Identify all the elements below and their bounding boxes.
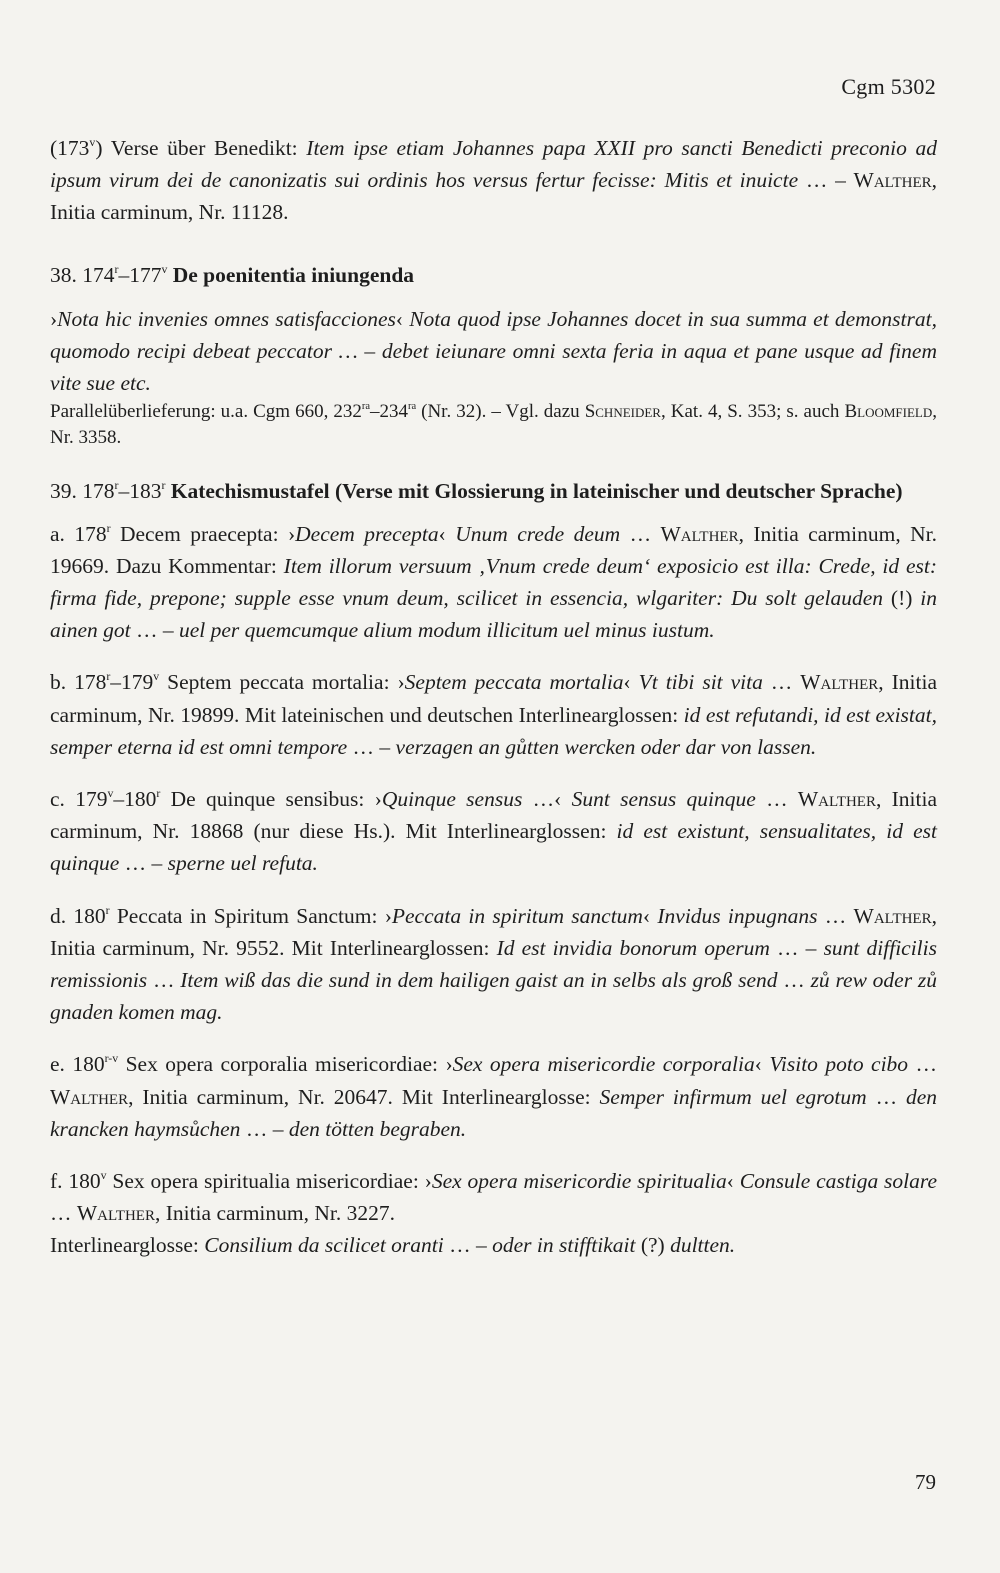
entry-lead: Septem peccata mortalia: ›	[159, 670, 405, 695]
entry-sup: r	[106, 669, 111, 684]
entry-latin: sperne uel refuta.	[167, 851, 318, 876]
entry-text: ‹	[754, 1052, 770, 1077]
entry-f	[50, 1165, 937, 1229]
entry-incipit: Septem peccata mortalia	[404, 670, 624, 695]
item-38-sup2: v	[161, 261, 168, 276]
note-part: , Kat. 4, S. 353; s. auch	[660, 401, 845, 423]
note-sup: ra	[361, 401, 370, 413]
entry-text: , Initia carminum, Nr. 19669. Dazu Kommentar:	[50, 521, 937, 578]
entry-text: …	[50, 1201, 77, 1226]
folio-ref: (173	[50, 136, 90, 160]
entry-label: e. 180	[50, 1052, 105, 1077]
entry-incipit: Peccata in spiritum sanctum	[391, 903, 643, 928]
entry-label: c. 179	[50, 787, 108, 812]
entry-lead: Sex opera spiritualia misericordiae: ›	[106, 1169, 432, 1194]
entry-sup: v	[153, 669, 160, 684]
entry-lead: De quinque sensibus: ›	[160, 787, 382, 812]
item-38-note	[50, 399, 937, 451]
entry-label: a. 178	[50, 521, 107, 546]
author-name: Walther	[76, 1201, 155, 1226]
entry-sup: r	[156, 786, 161, 801]
author-name: Walther	[797, 787, 876, 812]
entry-lead: Peccata in Spiritum Sanctum: ›	[109, 903, 392, 928]
entry-text: , Initia carminum, Nr. 9552. Mit Interlinearglossen:	[50, 903, 937, 960]
entry-text: …	[908, 1052, 937, 1077]
lead-text: Verse über Benedikt:	[102, 136, 307, 160]
author-name: Bloomfield	[844, 401, 933, 423]
entry-text: ‹	[726, 1169, 740, 1194]
entry-label: –180	[113, 787, 157, 812]
entry-d	[50, 900, 937, 1029]
entry-text: , Initia carminum, Nr. 19899. Mit lateinischen und deutschen Interlinearglossen:	[50, 670, 937, 727]
item-38-incipit: Nota hic invenies omnes satisfacciones	[57, 306, 396, 331]
entry-incipit: Sex opera misericordie corporalia	[452, 1052, 755, 1077]
entry-a	[50, 518, 937, 647]
entry-latin: Consule castiga solare	[739, 1169, 937, 1194]
entry-f-gloss	[50, 1229, 937, 1261]
item-39-sup2: r	[161, 478, 166, 493]
note-part: (Nr. 32). – Vgl. dazu	[416, 401, 585, 423]
entry-text: …	[762, 670, 801, 695]
entry-text: … –	[240, 1116, 289, 1141]
entry-sup: r	[105, 902, 110, 917]
folio-sup: v	[89, 135, 96, 150]
entry-text: ‹	[623, 670, 639, 695]
entry-text: ‹	[642, 903, 658, 928]
author-name: Walther	[853, 903, 932, 928]
paragraph-173v	[50, 132, 937, 229]
entry-text: … –	[769, 935, 824, 960]
entry-latin: id est existunt, sensualitates, id est quinque	[50, 819, 937, 876]
entry-latin: Unum crede deum	[455, 521, 621, 546]
entry-label: b. 178	[50, 670, 107, 695]
entry-label: f. 180	[50, 1169, 101, 1194]
entry-latin: den tötten begraben.	[288, 1116, 467, 1141]
item-39-sup1: r	[114, 478, 119, 493]
item-38-latin: Nota quod ipse Johannes docet in sua summa et demonstrat, quomodo recipi debeat peccator … – debet ieiunare omni sexta feria in aqua et pane usque ad finem vite sue etc.	[50, 306, 937, 396]
item-39-title: Katechismustafel (Verse mit Glossierung in lateinischer und deutscher Sprache)	[165, 479, 903, 504]
entry-sup: v	[100, 1168, 107, 1183]
note-part: –234	[370, 401, 408, 423]
entry-latin: Visito poto cibo	[769, 1052, 909, 1077]
entry-latin: den krancken haymsůchen	[50, 1084, 938, 1141]
entry-latin: Id est invidia bonorum operum	[496, 935, 770, 960]
entry-lead: Decem praecepta: ›	[110, 521, 296, 546]
item-38-text	[50, 303, 937, 400]
entry-sup: r-v	[104, 1051, 119, 1066]
entry-latin: zů rew oder zů gnaden komen mag.	[50, 968, 937, 1025]
author-name: Walther	[853, 168, 932, 193]
item-38-heading	[50, 259, 937, 291]
entry-latin: id est refutandi, id est existat, semper eterna id est omni tempore	[50, 702, 937, 759]
incipit-open: ›	[50, 306, 58, 331]
running-head: Cgm 5302	[841, 74, 936, 99]
entry-text: …	[755, 787, 798, 812]
entry-text: …‹	[522, 787, 572, 812]
author-name: Walther	[800, 670, 879, 695]
entry-lead: Sex opera corporalia misericordiae: ›	[118, 1052, 453, 1077]
entry-text: … –	[347, 734, 396, 759]
item-38-number: 38. 174	[50, 262, 115, 287]
entry-latin: oder in stifftikait	[492, 1233, 636, 1258]
entry-sup: r	[106, 520, 111, 535]
entry-text: … –	[443, 1233, 493, 1258]
author-name: Schneider	[584, 401, 661, 423]
entry-lead: Interlinearglosse:	[50, 1233, 205, 1258]
note-part: Parallelüberlieferung: u.a. Cgm 660, 232	[50, 401, 362, 423]
entry-sup: v	[107, 786, 114, 801]
entry-c	[50, 783, 937, 880]
entry-text: (!)	[883, 586, 921, 611]
entry-latin: Item illorum versuum ‚Vnum crede deum‘ exposicio est illa: Crede, id est: firma fide, prepone; supple esse vnum deum, scilicet in essencia, wlgariter: Du solt gelauden	[50, 553, 938, 611]
entry-text: …	[620, 521, 661, 546]
entry-label: d. 180	[50, 903, 106, 928]
page-number: 79	[915, 1470, 936, 1494]
item-39-number: 39. 178	[50, 479, 115, 504]
entry-incipit: Sex opera misericordie spiritualia	[431, 1169, 727, 1194]
note-sup: ra	[408, 401, 417, 413]
page-body	[50, 132, 937, 1262]
entry-latin: uel per quemcumque alium modum illicitum uel minus iustum.	[179, 618, 715, 643]
latin-quote: Item ipse etiam Johannes papa XXII pro sancti Benedicti preconio ad ipsum virum dei de canonizatis sui ordinis hos versus fertur fecisse: Mitis et inuicte	[50, 136, 937, 193]
entry-label: –179	[110, 670, 154, 695]
author-name: Walther	[660, 521, 739, 546]
entry-text: …	[147, 968, 181, 993]
entry-incipit: Quinque sensus	[381, 787, 523, 812]
entry-latin: Sunt sensus quinque	[571, 787, 756, 812]
item-39-dash: –183	[118, 479, 162, 504]
entry-text: ‹	[438, 521, 456, 546]
entry-latin: Invidus inpugnans	[657, 903, 818, 928]
entry-text: … –	[119, 851, 168, 876]
entry-text: …	[777, 968, 811, 993]
entry-latin: Vt tibi sit vita	[638, 670, 763, 695]
entry-text: , Initia carminum, Nr. 3227.	[154, 1201, 395, 1226]
entry-incipit: Decem precepta	[295, 521, 439, 546]
note-part: , Nr. 3358.	[50, 401, 937, 449]
entry-latin: Consilium da scilicet oranti	[204, 1233, 444, 1258]
entry-text: (?)	[635, 1233, 671, 1258]
entry-b	[50, 666, 937, 763]
item-38-dash: –177	[118, 262, 162, 287]
folio-close: )	[95, 136, 103, 160]
entry-e	[50, 1048, 937, 1145]
entry-latin: Item wiß das die sund in dem hailigen gaist an in selbs als groß send	[180, 968, 778, 993]
citation: , Initia carminum, Nr. 11128.	[50, 168, 937, 225]
incipit-close: ‹	[395, 306, 410, 331]
connector: … –	[798, 168, 854, 193]
item-39-heading	[50, 475, 937, 507]
entry-latin: dultten.	[670, 1233, 736, 1258]
entry-text: …	[817, 903, 854, 928]
entry-latin: Semper infirmum uel egrotum	[599, 1084, 867, 1109]
author-name: Walther	[50, 1084, 129, 1109]
entry-text: , Initia carminum, Nr. 18868 (nur diese Hs.). Mit Interlinearglossen:	[50, 787, 938, 844]
entry-latin: verzagen an gůtten wercken oder dar von lassen.	[395, 734, 817, 759]
entry-text: , Initia carminum, Nr. 20647. Mit Interlinearglosse:	[128, 1084, 600, 1109]
entry-text: …	[866, 1084, 906, 1109]
entry-latin: sunt difficilis remissionis	[50, 935, 938, 993]
item-38-title: De poenitentia iniungenda	[167, 262, 415, 287]
entry-text: … –	[130, 618, 179, 643]
entry-latin: in ainen got	[50, 586, 937, 643]
item-38-sup1: r	[114, 261, 119, 276]
